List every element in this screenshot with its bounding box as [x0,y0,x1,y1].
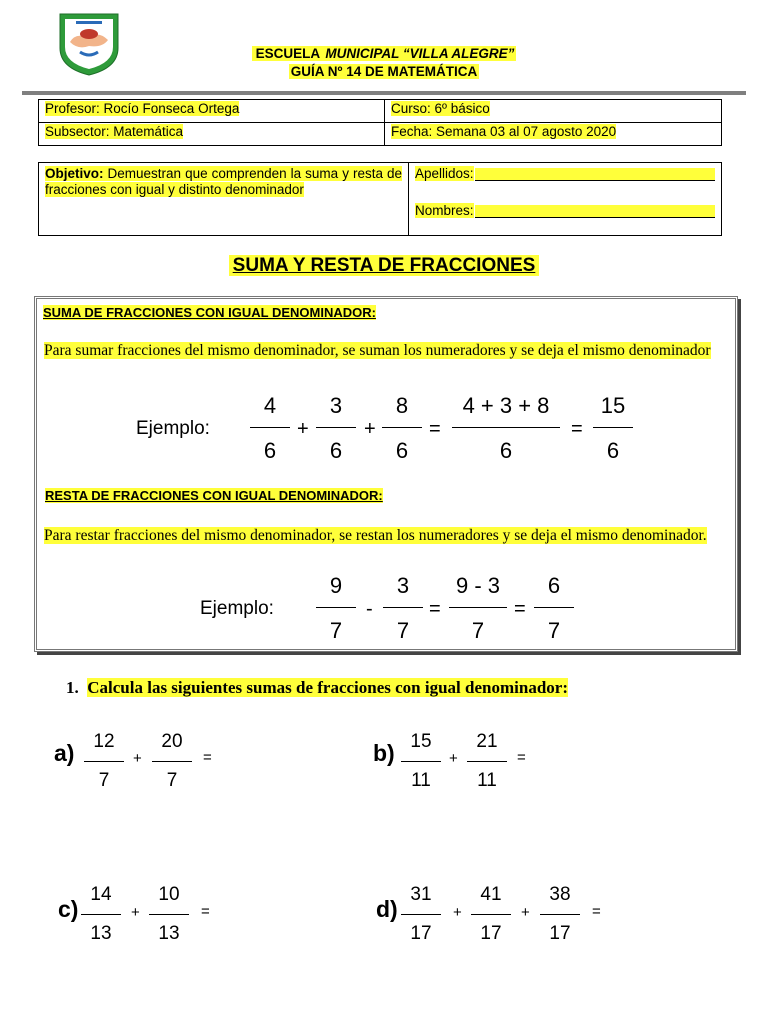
equals-sign: = [514,598,526,620]
suma-fraction-5 [593,393,633,464]
fraction-denominator: 7 [547,618,561,643]
suma-fraction-4 [452,393,560,464]
fecha-text: Fecha: Semana 03 al 07 agosto 2020 [391,124,617,139]
curso-cell [385,100,722,123]
plus-sign: + [521,904,530,921]
exercise-d-fraction-2 [471,884,511,945]
fraction-denominator: 17 [480,923,502,944]
school-name [0,46,768,61]
resta-explanation-text: Para restar fracciones del mismo denominador, se restan los numeradores y se deja el mismo denominador. [44,527,707,544]
fraction-numerator: 9 - 3 [455,573,501,598]
fraction-numerator: 4 + 3 + 8 [462,393,550,418]
nombres-line[interactable] [415,203,715,218]
plus-sign: + [297,418,309,440]
fraction-numerator: 3 [396,573,410,598]
resta-fraction-1 [316,573,356,644]
header-rule [22,91,746,95]
fraction-denominator: 7 [166,770,178,791]
subsector-text: Subsector: Matemática [45,124,184,139]
plus-sign: + [364,418,376,440]
fraction-numerator: 6 [547,573,561,598]
equals-sign: = [429,598,441,620]
fraction-denominator: 7 [396,618,410,643]
fraction-denominator: 7 [471,618,485,643]
fraction-numerator: 15 [410,731,432,752]
fraction-denominator: 13 [90,923,112,944]
equals-sign: = [517,749,526,766]
fraction-denominator: 6 [395,438,409,463]
resta-heading [45,488,383,503]
fraction-numerator: 15 [600,393,626,418]
fraction-numerator: 9 [329,573,343,598]
guide-title-text: GUÍA Nº 14 DE MATEMÁTICA [290,64,478,79]
fraction-denominator: 17 [410,923,432,944]
objective-table [38,162,722,236]
minus-sign: - [366,598,373,620]
exercise-c-fraction-2 [149,884,189,945]
objective-body: Demuestran que comprenden la suma y resta de fracciones con igual y distinto denominador [45,166,402,197]
suma-explanation-text: Para sumar fracciones del mismo denominador, se suman los numeradores y se deja el mismo denominador [44,342,711,359]
apellidos-field[interactable] [475,168,715,181]
exercise-a-fraction-2 [152,731,192,792]
fraction-denominator: 6 [263,438,277,463]
exercise-b-label: b) [373,740,395,766]
curso-text: Curso: 6º básico [391,101,490,116]
plus-sign: + [449,750,458,767]
exercise-a-label: a) [54,740,75,766]
resta-fraction-4 [534,573,574,644]
resta-fraction-3 [449,573,507,644]
fraction-denominator: 17 [549,923,571,944]
nombres-field[interactable] [475,205,715,218]
fraction-numerator: 41 [480,884,502,905]
subsector-cell [39,123,385,146]
fraction-numerator: 12 [93,731,115,752]
fraction-denominator: 7 [329,618,343,643]
fraction-numerator: 10 [158,884,180,905]
suma-example-label: Ejemplo: [136,418,210,439]
equals-sign: = [429,418,441,440]
fraction-denominator: 11 [477,770,497,791]
exercise-c-label: c) [58,896,79,922]
suma-fraction-2 [316,393,356,464]
exercise-d-label: d) [376,896,398,922]
fraction-denominator: 13 [158,923,180,944]
exercise-b-fraction-2 [467,731,507,792]
exercise-b-fraction-1 [401,731,441,792]
fraction-numerator: 20 [161,731,183,752]
suma-heading-text: SUMA DE FRACCIONES CON IGUAL DENOMINADOR: [43,305,376,320]
equals-sign: = [571,418,583,440]
exercise-instruction-text: Calcula las siguientes sumas de fracciones con igual denominador: [87,678,568,697]
resta-heading-text: RESTA DE FRACCIONES CON IGUAL DENOMINADOR: [45,488,383,503]
fraction-numerator: 38 [549,884,571,905]
exercise-number: 1. [66,678,79,697]
exercise-a-fraction-1 [84,731,124,792]
fraction-numerator: 4 [263,393,277,418]
main-title-text: SUMA Y RESTA DE FRACCIONES [229,255,540,276]
exercise-1-instruction [66,678,568,698]
profesor-text: Profesor: Rocío Fonseca Ortega [45,101,240,116]
exercise-d-fraction-3 [540,884,580,945]
profesor-cell [39,100,385,123]
objective-cell [39,163,409,236]
objective-text [45,166,402,198]
fraction-numerator: 21 [476,731,498,752]
fraction-denominator: 6 [329,438,343,463]
resta-explanation [44,527,730,545]
equals-sign: = [201,903,210,920]
apellidos-label: Apellidos: [415,166,474,181]
plus-sign: + [453,904,462,921]
objective-label: Objetivo: [45,166,104,181]
school-name-italic: MUNICIPAL “VILLA ALEGRE” [325,46,515,61]
fraction-denominator: 6 [606,438,620,463]
fecha-cell [385,123,722,146]
suma-fraction-3 [382,393,422,464]
equals-sign: = [592,903,601,920]
guide-title [0,64,768,79]
school-prefix: ESCUELA [255,46,324,61]
resta-fraction-2 [383,573,423,644]
exercise-d-fraction-1 [401,884,441,945]
fraction-numerator: 8 [395,393,409,418]
apellidos-line[interactable] [415,166,715,181]
info-table [38,99,722,146]
suma-fraction-1 [250,393,290,464]
fraction-numerator: 14 [90,884,112,905]
fraction-denominator: 11 [411,770,431,791]
fraction-denominator: 7 [98,770,110,791]
equals-sign: = [203,749,212,766]
fraction-numerator: 31 [410,884,432,905]
plus-sign: + [133,750,142,767]
exercise-c-fraction-1 [81,884,121,945]
fraction-numerator: 3 [329,393,343,418]
suma-explanation [44,342,730,360]
nombres-label: Nombres: [415,203,474,218]
student-name-cell [409,163,722,236]
suma-heading [43,305,376,320]
resta-example-label: Ejemplo: [200,598,274,619]
main-title [0,255,768,277]
plus-sign: + [131,904,140,921]
fraction-denominator: 6 [499,438,513,463]
